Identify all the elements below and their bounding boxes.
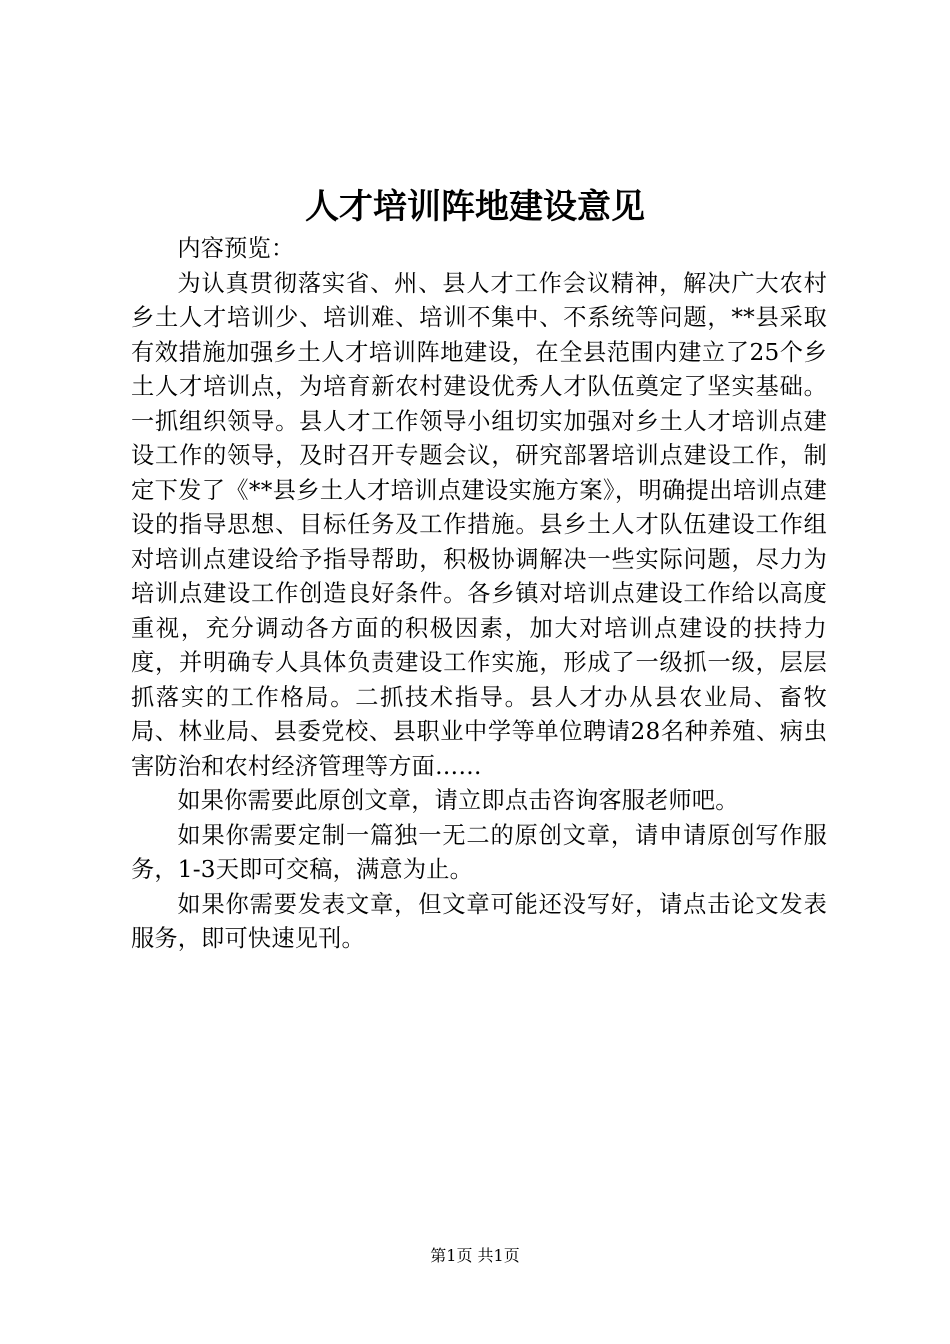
promo-paragraph-consult: 如果你需要此原创文章，请立即点击咨询客服老师吧。 <box>177 787 739 814</box>
page-footer: 第1页 共1页 <box>430 1246 520 1265</box>
promo-paragraph-custom: 如果你需要定制一篇独一无二的原创文章，请申请原创写作服务，1-3天即可交稿，满意为止。 <box>131 821 827 883</box>
page-title: 人才培训阵地建设意见 <box>305 187 645 227</box>
promo-paragraph-publish: 如果你需要发表文章，但文章可能还没写好，请点击论文发表服务，即可快速见刊。 <box>131 890 827 952</box>
preview-label: 内容预览： <box>177 235 295 262</box>
main-paragraph: 为认真贯彻落实省、州、县人才工作会议精神，解决广大农村乡土人才培训少、培训难、培训不集中、不系统等问题，**县采取有效措施加强乡土人才培训阵地建设，在全县范围内建立了25个乡土人才培训点，为培育新农村建设优秀人才队伍奠定了坚实基础。一抓组织领导。县人才工作领导小组切实加强对乡土人才培训点建设工作的领导，及时召开专题会议，研究部署培训点建设工作，制定下发了《**县乡土人才培训点建设实施方案》，明确提出培训点建设的指导思想、目标任务及工作措施。县乡土人才队伍建设工作组对培训点建设给予指导帮助，积极协调解决一些实际问题，尽力为培训点建设工作创造良好条件。各乡镇对培训点建设工作给以高度重视，充分调动各方面的积极因素，加大对培训点建设的扶持力度，并明确专人具体负责建设工作实施，形成了一级抓一级，层层抓落实的工作格局。二抓技术指导。县人才办从县农业局、畜牧局、林业局、县委党校、县职业中学等单位聘请28名种养殖、病虫害防治和农村经济管理等方面…… <box>131 269 827 780</box>
document-body <box>131 232 827 957</box>
